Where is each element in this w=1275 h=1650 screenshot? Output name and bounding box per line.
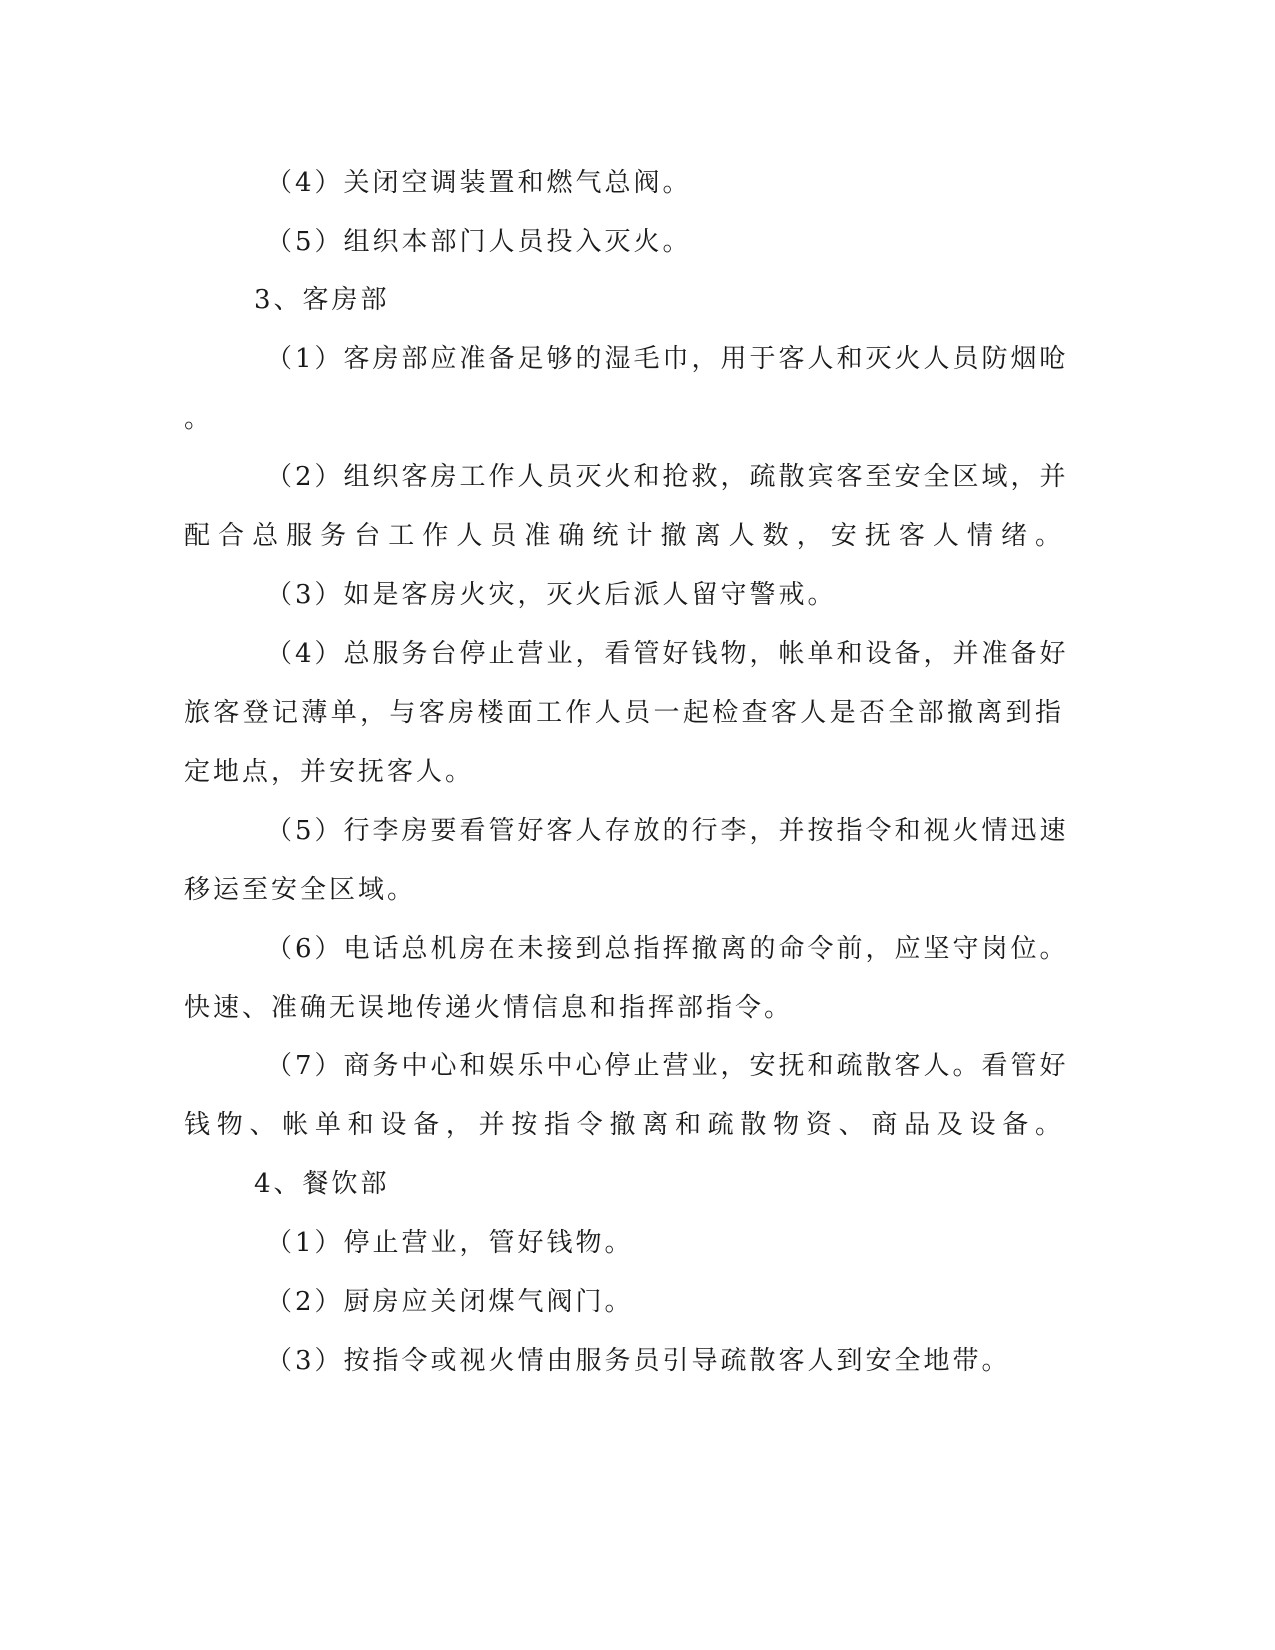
paragraph-line: 配合总服务台工作人员准确统计撤离人数，安抚客人情绪。 (184, 521, 1064, 551)
paragraph-line: （5）行李房要看管好客人存放的行李，并按指令和视火情迅速 (266, 816, 1069, 846)
paragraph-line: 钱物、帐单和设备，并按指令撤离和疏散物资、商品及设备。 (184, 1110, 1064, 1140)
paragraph-line: （1）停止营业，管好钱物。 (266, 1228, 634, 1258)
paragraph-line: 快速、准确无误地传递火情信息和指挥部指令。 (184, 993, 794, 1023)
paragraph-line: （4）关闭空调装置和燃气总阀。 (266, 168, 692, 198)
paragraph-line: 旅客登记薄单，与客房楼面工作人员一起检查客人是否全部撤离到指 (184, 698, 1064, 728)
paragraph-line: （3）按指令或视火情由服务员引导疏散客人到安全地带。 (266, 1346, 1011, 1376)
section-heading: 3、客房部 (254, 285, 390, 315)
paragraph-line: （5）组织本部门人员投入灭火。 (266, 227, 692, 257)
section-heading: 4、餐饮部 (254, 1169, 390, 1199)
paragraph-line: （2）厨房应关闭煤气阀门。 (266, 1287, 634, 1317)
paragraph-line: （2）组织客房工作人员灭火和抢救，疏散宾客至安全区域，并 (266, 462, 1069, 492)
paragraph-line: （3）如是客房火灾，灭火后派人留守警戒。 (266, 580, 837, 610)
paragraph-line: （6）电话总机房在未接到总指挥撤离的命令前，应坚守岗位。 (266, 934, 1069, 964)
paragraph-line: （1）客房部应准备足够的湿毛巾，用于客人和灭火人员防烟呛 (266, 344, 1069, 374)
paragraph-line: （7）商务中心和娱乐中心停止营业，安抚和疏散客人。看管好 (266, 1051, 1069, 1081)
paragraph-line: 定地点，并安抚客人。 (184, 757, 475, 787)
paragraph-line: 。 (184, 404, 214, 434)
paragraph-line: 移运至安全区域。 (184, 875, 417, 905)
paragraph-line: （4）总服务台停止营业，看管好钱物，帐单和设备，并准备好 (266, 639, 1069, 669)
